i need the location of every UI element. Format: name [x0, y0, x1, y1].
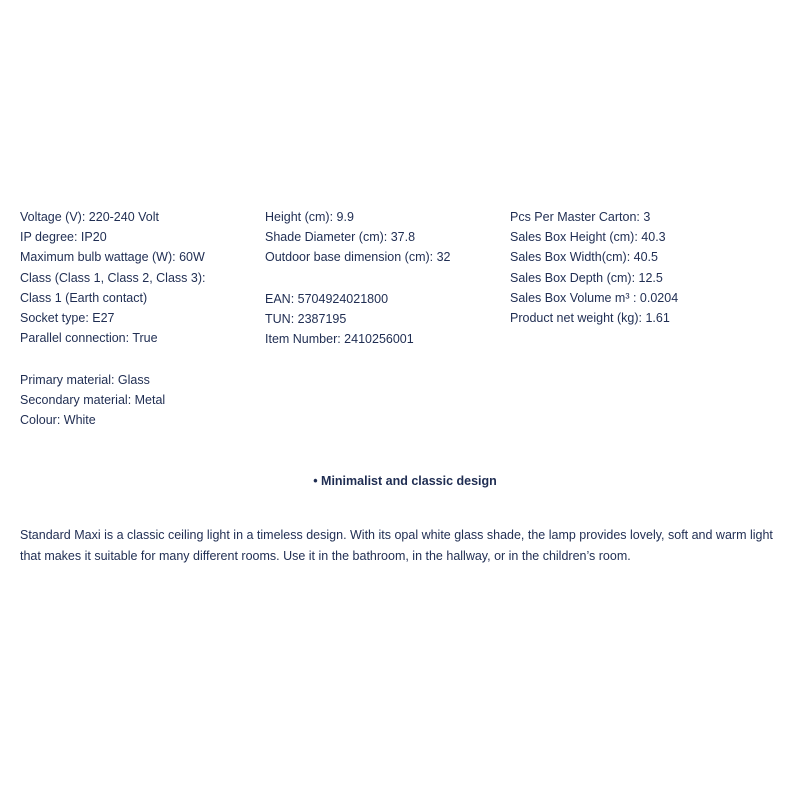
- spec-net-weight: Product net weight (kg): 1.61: [510, 310, 670, 325]
- spec-pcs-per-carton: Pcs Per Master Carton: 3: [510, 210, 651, 224]
- product-description: Standard Maxi is a classic ceiling light in a timeless design. With its opal white glass shade, the lamp provides lovely, soft and warm light that makes it suitable for many different rooms. Use it in the bathroom, in the hallway, or in the children’s room.: [20, 528, 773, 563]
- spec-class-value: Class 1 (Earth contact): [20, 290, 148, 305]
- spec-ean: EAN: 5704924021800: [265, 292, 389, 307]
- spec-box-volume: Sales Box Volume m³ : 0.0204: [510, 290, 679, 305]
- spec-height: Height (cm): 9.9: [265, 210, 354, 224]
- spec-socket-type: Socket type: E27: [20, 310, 115, 325]
- spec-secondary-material: Secondary material: Metal: [20, 393, 166, 407]
- spec-ip-degree: IP degree: IP20: [20, 230, 107, 245]
- spec-item-number: Item Number: 2410256001: [265, 332, 414, 347]
- spec-column-packaging: [510, 207, 780, 328]
- spec-parallel-connection: Parallel connection: True: [20, 331, 158, 346]
- spec-box-height: Sales Box Height (cm): 40.3: [510, 230, 666, 245]
- feature-bullet: • Minimalist and classic design: [313, 474, 497, 488]
- spec-tun: TUN: 2387195: [265, 312, 347, 327]
- spec-class-label: Class (Class 1, Class 2, Class 3):: [20, 270, 206, 285]
- spec-primary-material: Primary material: Glass: [20, 372, 150, 387]
- spec-voltage: Voltage (V): 220-240 Volt: [20, 210, 159, 224]
- spec-box-width: Sales Box Width(cm): 40.5: [510, 250, 658, 265]
- spec-shade-diameter: Shade Diameter (cm): 37.8: [265, 230, 416, 245]
- spacer: [20, 348, 260, 370]
- spec-box-depth: Sales Box Depth (cm): 12.5: [510, 270, 663, 285]
- spec-column-dimensions: [265, 207, 505, 350]
- spec-outdoor-base: Outdoor base dimension (cm): 32: [265, 250, 451, 265]
- spec-colour: Colour: White: [20, 413, 96, 428]
- spacer: [265, 268, 505, 290]
- spec-column-electrical: [20, 207, 260, 430]
- spec-max-wattage: Maximum bulb wattage (W): 60W: [20, 250, 205, 265]
